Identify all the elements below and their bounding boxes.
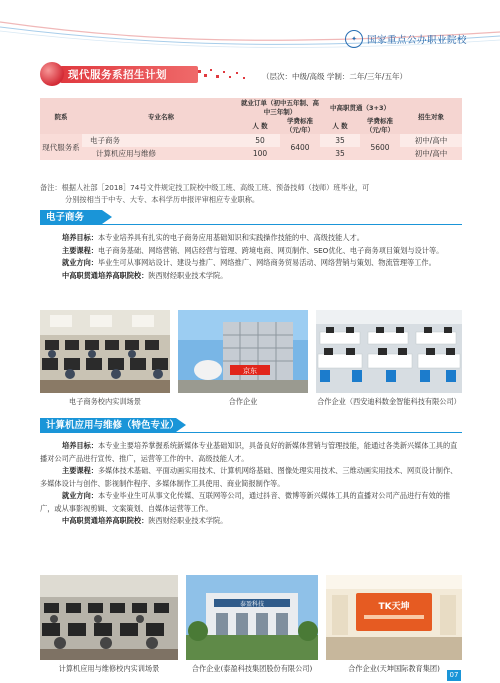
computer-partner-office-photo: [326, 575, 462, 660]
college-text: 陕西财经职业技术学院。: [148, 270, 228, 280]
title-dots-decoration: [196, 68, 256, 82]
header-mid-high: 中高职贯通（3+3）: [320, 98, 400, 116]
computer-description: [40, 440, 462, 528]
dept-cell: 现代服务系: [40, 134, 82, 160]
divider: [40, 224, 462, 225]
page-number: 07: [447, 670, 461, 681]
header-arrow-icon: [102, 210, 112, 224]
note-line: 备注：根据人社部［2018］74号文件规定技工院校中级工班、高级工班、预备技师（技师）班毕业，可: [40, 183, 370, 192]
goal-label: 培养目标：: [62, 233, 98, 242]
count-cell: 35: [320, 134, 360, 147]
courses-label: 主要课程：: [62, 245, 98, 255]
header-count: 人 数: [240, 116, 280, 134]
photo-caption: 合作企业(天坤国际教育集团): [348, 664, 440, 673]
table-note: [40, 182, 465, 206]
target-cell: 初中/高中: [400, 147, 462, 160]
goal-text: 本专业培养具有扎实的电子商务应用基础知识和实践操作技能的中、高级技能人才。: [97, 233, 364, 242]
courses-label: 主要课程：: [62, 466, 98, 475]
header-major: 专业名称: [82, 98, 240, 134]
section-title-text: 现代服务系招生计划: [68, 69, 167, 81]
header-fee: 学费标准（元/年）: [280, 116, 320, 134]
note-line: 分别按相当于中专、大专、本科学历申报评审相应专业职称。: [65, 195, 260, 204]
tk-sign-text: TK天坤: [378, 602, 410, 612]
ecommerce-header: [40, 210, 102, 225]
courses-text: 电子商务基础、网络营销、网店经营与管理、跨境电商、网页制作、SEO优化、电子商务项目策划与设计等。: [97, 245, 444, 255]
college-label: 中高职贯通培养高职院校：: [62, 270, 149, 280]
job-label: 就业方向：: [62, 491, 98, 500]
target-cell: 初中/高中: [400, 134, 462, 147]
page-header: [0, 0, 500, 50]
header-dept: 院系: [40, 98, 82, 134]
photo-caption: 合作企业: [228, 397, 258, 406]
ecommerce-header-text: 电子商务: [46, 212, 85, 223]
taiying-sign-text: 泰盈科技: [239, 601, 265, 608]
section-subtitle: （层次：中级/高级 学制：二年/三年/五年）: [262, 72, 407, 81]
job-label: 就业方向：: [62, 258, 98, 267]
job-text: 本专业毕业生可从事文化传媒、互联网等公司，通过抖音、微博等新兴媒体工具的直播对公司产品进行有效的推广，或从事影视剪辑、文案策划、自媒体运营等工作。: [40, 491, 451, 513]
computer-header-text: 计算机应用与维修（特色专业）: [46, 420, 180, 431]
computer-partner-photo: [186, 575, 318, 660]
college-label: 中高职贯通培养高职院校：: [62, 516, 149, 525]
fee-cell: 5600: [360, 134, 400, 160]
count-cell: 100: [240, 147, 280, 160]
photo-caption: 电子商务校内实训场景: [69, 397, 141, 406]
college-text: 陕西财经职业技术学院。: [148, 516, 228, 525]
major-cell: 计算机应用与维修: [82, 147, 240, 160]
ecommerce-classroom-photo: [40, 310, 170, 393]
school-emblem-icon: ✦: [345, 30, 363, 48]
goal-text: 本专业主要培养掌握系统新媒体专业基础知识，具备良好的新媒体营销与管理技能，能通过各类新兴媒体工具的直播对公司产品进行宣传、推广，运营等工作的中、高级技能人才。: [40, 441, 458, 463]
header-count: 人 数: [320, 116, 360, 134]
divider: [40, 432, 462, 433]
header-arrow-icon: [176, 418, 186, 432]
photo-caption: 计算机应用与维修校内实训场景: [58, 664, 160, 673]
computer-lab-photo: [40, 575, 178, 660]
header-target: 招生对象: [400, 98, 462, 134]
header-fee: 学费标准（元/年）: [360, 116, 400, 134]
goal-label: 培养目标：: [62, 441, 98, 450]
table-row: [40, 134, 462, 147]
ecommerce-description: [40, 232, 462, 282]
enrollment-table: [40, 98, 462, 160]
job-text: 毕业生可从事网站设计、建设与推广、网络推广、网络商务贸易活动、网络营销与策划、物流管理等工作。: [97, 258, 436, 267]
table-header-row: [40, 98, 462, 116]
count-cell: 35: [320, 147, 360, 160]
computer-header: [40, 418, 180, 433]
count-cell: 50: [240, 134, 280, 147]
school-name: 国家重点公办职业院校: [367, 35, 468, 46]
major-cell: 电子商务: [82, 134, 240, 147]
section-title: [40, 64, 500, 84]
photo-caption: 合作企业(泰盈科技集团股份有限公司): [191, 664, 313, 673]
courses-text: 多媒体技术基础、平面动画实用技术、计算机网络基础、图像处理实用技术、三维动画实用技术、网页设计制作、多媒体设计与创作、影视制作程序、多媒体制作工具使用、商业简报制作等。: [40, 466, 458, 488]
ecommerce-partner-photo: [178, 310, 308, 393]
fee-cell: 6400: [280, 134, 320, 160]
jd-sign-text: 京东: [243, 367, 257, 375]
ecommerce-partner-office-photo: [316, 310, 462, 393]
header-order: 就业订单（初中五年制、高中三年制）: [241, 99, 319, 116]
title-ball-icon: [40, 62, 64, 86]
photo-caption: 合作企业（西安迪科数金智能科技有限公司）: [317, 397, 461, 406]
